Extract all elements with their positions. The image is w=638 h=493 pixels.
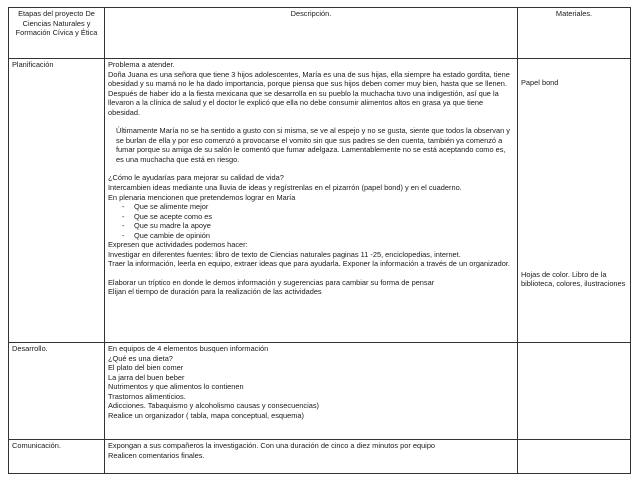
list-item: La jarra del buen beber	[108, 372, 185, 382]
table-row	[9, 343, 631, 440]
activity-express: Expresen que actividades podemos hacer:	[108, 240, 248, 250]
list-item: Expongan a sus compañeros la investigación. Con una duración de cinco a diez minutos por equipo	[108, 441, 436, 450]
activity-triptych: Elaborar un tríptico en donde le demos información y sugerencias para cambiar su forma de pensar	[108, 277, 435, 287]
list-item: Trastornos alimenticios.	[108, 391, 186, 401]
problem-heading: Problema a atender.	[108, 60, 175, 69]
materials-planificacion	[518, 59, 631, 343]
material-paper: Papel bond	[521, 78, 559, 87]
material-sheets: Hojas de color. Libro de la biblioteca, colores, ilustraciones	[521, 269, 626, 289]
list-item: - Que se alimente mejor	[122, 202, 209, 212]
description-desarrollo	[105, 343, 518, 440]
project-plan-table	[8, 7, 631, 474]
question: ¿Cómo le ayudarías para mejorar su calidad de vida?	[108, 173, 284, 183]
activity-plenary: En plenaria mencionen que pretendemos lograr en María	[108, 192, 296, 202]
activity-time: Elijan el tiempo de duración para la realización de las actividades	[108, 287, 322, 297]
table-row	[9, 440, 631, 474]
activity-read: Traer la información, leerla en equipo, extraer ideas que para ayudarla. Exponer la información a través de un organizador.	[108, 259, 510, 269]
list-item: Adicciones. Tabaquismo y alcoholismo causas y consecuencias)	[108, 401, 320, 411]
list-item: - Que su madre la apoye	[122, 221, 211, 231]
header-materials: Materiales.	[518, 8, 631, 59]
list-item: - Que se acepte como es	[122, 211, 213, 221]
description-comunicacion	[105, 440, 518, 474]
stage-desarrollo: Desarrollo.	[9, 343, 105, 440]
goals-list	[108, 202, 514, 240]
table-row	[9, 59, 631, 343]
activity-brainstorm: Intercambien ideas mediante una lluvia de ideas y regístrenlas en el pizarrón (papel bond) y en el cuaderno.	[108, 183, 462, 193]
list-item: ¿Qué es una dieta?	[108, 353, 173, 363]
problem-paragraph-1: Doña Juana es una señora que tiene 3 hijos adolescentes, María es una de sus hijas, ella siempre ha estado gordita, tiene obesidad y su mamá no le ha dado importancia, porque piensa que sus hijos deben comer muy bien, hasta que se llenen. Después de haber ido a la fiesta mexicana que se desarrolla en su pueblo la muchacha tuvo una indigestión, así que la llevaron a la clínica de salud y el doctor le explicó que ella no debe consumir alimentos altos en grasa ya que tiene obesidad.	[108, 69, 510, 117]
list-item: Nutrimentos y que alimentos lo contienen	[108, 382, 244, 392]
header-description: Descripción.	[105, 8, 518, 59]
problem-paragraph-2: Últimamente María no se ha sentido a gusto con si misma, se ve al espejo y no se gusta, siente que todos la observan y se burlan de ella y por eso comenzó a provocarse el vomito sin que sus padres se den cuenta, también ya comenzó a fumar porque su amiga de su salón le comentó que fumar adelgaza. Lamentablemente no se está aceptando como es, es una muchacha que está en riesgo.	[116, 126, 510, 164]
activity-research: Investigar en diferentes fuentes: libro de texto de Ciencias naturales paginas 11 -25, enciclopedias, internet.	[108, 249, 461, 259]
list-item: El plato del bien comer	[108, 363, 184, 373]
stage-planificacion: Planificación	[9, 59, 105, 343]
stage-comunicacion: Comunicación.	[9, 440, 105, 474]
description-planificacion	[105, 59, 518, 343]
list-item: En equipos de 4 elementos busquen información	[108, 344, 269, 353]
header-stages: Etapas del proyecto De Ciencias Naturales y Formación Cívica y Ética	[9, 8, 105, 59]
materials-desarrollo	[518, 343, 631, 440]
header-row	[9, 8, 631, 59]
list-item: Realicen comentarios finales.	[108, 450, 205, 460]
list-item: Realice un organizador ( tabla, mapa conceptual, esquema)	[108, 410, 304, 420]
list-item: - Que cambie de opinión	[122, 230, 211, 240]
materials-comunicacion	[518, 440, 631, 474]
